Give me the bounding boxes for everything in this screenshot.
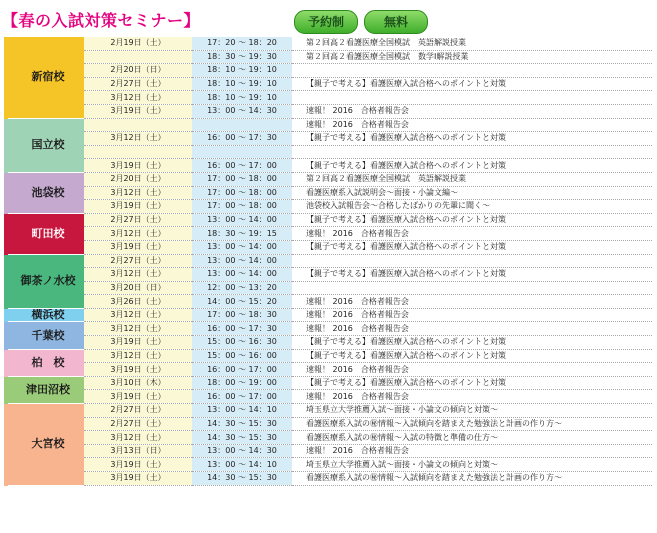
seminar-date: 3月12日（土） [84, 268, 192, 282]
seminar-date: 3月19日（土） [84, 363, 192, 377]
schedule-row [6, 349, 652, 363]
seminar-time: 13：00 ～ 14：00 [192, 268, 292, 282]
seminar-time: 17：00 ～ 18：00 [192, 172, 292, 186]
seminar-date: 3月19日（土） [84, 336, 192, 350]
seminar-date: 3月19日（土） [84, 472, 192, 486]
school-name: 新宿校 [6, 37, 84, 118]
seminar-event: 第２回高２看護医療全国模試 英語解説授業 [292, 37, 652, 50]
seminar-time: 16：00 ～ 17：00 [192, 159, 292, 173]
seminar-event: 看護医療系入試説明会～面接・小論文編～ [292, 186, 652, 200]
seminar-date: 2月19日（土） [84, 37, 192, 50]
seminar-event: 速報！ 2016 合格者報告会 [292, 118, 652, 132]
schedule-row [6, 77, 652, 91]
seminar-date: 3月26日（土） [84, 295, 192, 309]
seminar-date: 2月20日（日） [84, 64, 192, 78]
seminar-event: 看護医療系入試の㊙情報～入試傾向を踏まえた勉強法と計画の作り方～ [292, 417, 652, 431]
seminar-time: 13：00 ～ 14：00 [192, 240, 292, 254]
seminar-time: 16：00 ～ 17：30 [192, 322, 292, 336]
seminar-date [84, 118, 192, 132]
seminar-event: 速報！ 2016 合格者報告会 [292, 308, 652, 322]
school-name: 国立校 [6, 118, 84, 172]
seminar-event: 【親子で考える】看護医療入試合格へのポイントと対策 [292, 349, 652, 363]
seminar-event [292, 64, 652, 78]
seminar-date: 2月20日（土） [84, 172, 192, 186]
seminar-time: 17：00 ～ 18：00 [192, 200, 292, 214]
seminar-event: 【親子で考える】看護医療入試合格へのポイントと対策 [292, 213, 652, 227]
reservation-badge: 予約制 [294, 10, 358, 34]
seminar-time: 18：30 ～ 19：30 [192, 50, 292, 64]
seminar-event [292, 91, 652, 105]
seminar-time: 13：00 ～ 14：30 [192, 444, 292, 458]
schedule-row [6, 376, 652, 390]
seminar-time: 18：10 ～ 19：10 [192, 91, 292, 105]
seminar-event: 速報！ 2016 合格者報告会 [292, 322, 652, 336]
seminar-event: 【親子で考える】看護医療入試合格へのポイントと対策 [292, 159, 652, 173]
seminar-date: 3月10日（木） [84, 376, 192, 390]
seminar-time: 14：00 ～ 15：20 [192, 295, 292, 309]
schedule-row [6, 104, 652, 118]
schedule-row [6, 417, 652, 431]
school-name: 横浜校 [6, 308, 84, 322]
seminar-event: 速報！ 2016 合格者報告会 [292, 104, 652, 118]
schedule-row [6, 50, 652, 64]
seminar-time: 18：30 ～ 19：15 [192, 227, 292, 241]
seminar-time: 14：30 ～ 15：30 [192, 417, 292, 431]
seminar-event: 第２回高２看護医療全国模試 数学Ⅰ解説授業 [292, 50, 652, 64]
seminar-date: 3月12日（土） [84, 349, 192, 363]
seminar-date [84, 50, 192, 64]
school-name: 柏 校 [6, 349, 84, 376]
schedule-row [6, 91, 652, 105]
seminar-event: 速報！ 2016 合格者報告会 [292, 227, 652, 241]
seminar-date: 3月19日（土） [84, 200, 192, 214]
seminar-date: 2月27日（土） [84, 77, 192, 91]
seminar-event: 埼玉県立大学推薦入試～面接・小論文の傾向と対策～ [292, 404, 652, 418]
seminar-event: 速報！ 2016 合格者報告会 [292, 363, 652, 377]
schedule-row [6, 458, 652, 472]
seminar-time: 13：00 ～ 14：30 [192, 104, 292, 118]
schedule-row [6, 240, 652, 254]
schedule-row [6, 308, 652, 322]
schedule-row [6, 159, 652, 173]
schedule-row [6, 118, 652, 132]
schedule-row [6, 281, 652, 295]
seminar-time: 18：00 ～ 19：00 [192, 376, 292, 390]
seminar-time: 17：00 ～ 18：30 [192, 308, 292, 322]
seminar-date: 3月12日（土） [84, 186, 192, 200]
seminar-date: 3月19日（土） [84, 104, 192, 118]
seminar-date: 2月27日（土） [84, 213, 192, 227]
seminar-event: 速報！ 2016 合格者報告会 [292, 444, 652, 458]
seminar-time: 13：00 ～ 14：10 [192, 458, 292, 472]
seminar-time: 12：00 ～ 13：20 [192, 281, 292, 295]
schedule-row [6, 145, 652, 159]
seminar-event: 【親子で考える】看護医療入試合格へのポイントと対策 [292, 240, 652, 254]
seminar-time: 13：00 ～ 14：00 [192, 213, 292, 227]
seminar-schedule-table [4, 37, 652, 486]
seminar-event [292, 281, 652, 295]
seminar-event: 池袋校入試報告会～合格したばかりの先輩に聞く～ [292, 200, 652, 214]
seminar-date [84, 145, 192, 159]
seminar-time: 18：10 ～ 19：10 [192, 77, 292, 91]
schedule-row [6, 295, 652, 309]
seminar-date: 3月12日（土） [84, 322, 192, 336]
seminar-time: 16：00 ～ 17：00 [192, 363, 292, 377]
free-badge: 無料 [364, 10, 428, 34]
schedule-row [6, 431, 652, 445]
seminar-date: 2月27日（土） [84, 254, 192, 268]
seminar-time: 17：20 ～ 18：20 [192, 37, 292, 50]
schedule-row [6, 472, 652, 486]
seminar-time: 15：00 ～ 16：30 [192, 336, 292, 350]
seminar-event: 速報！ 2016 合格者報告会 [292, 295, 652, 309]
schedule-row [6, 404, 652, 418]
school-name: 津田沼校 [6, 376, 84, 403]
seminar-event: 【親子で考える】看護医療入試合格へのポイントと対策 [292, 77, 652, 91]
seminar-date: 3月19日（土） [84, 458, 192, 472]
seminar-time: 13：00 ～ 14：00 [192, 254, 292, 268]
schedule-row [6, 268, 652, 282]
seminar-time: 14：30 ～ 15：30 [192, 431, 292, 445]
schedule-row [6, 363, 652, 377]
schedule-row [6, 186, 652, 200]
seminar-event: 速報！ 2016 合格者報告会 [292, 390, 652, 404]
schedule-row [6, 132, 652, 146]
seminar-date: 3月12日（土） [84, 431, 192, 445]
school-name: 御茶ノ水校 [6, 254, 84, 308]
schedule-row [6, 322, 652, 336]
schedule-row [6, 444, 652, 458]
seminar-date: 3月12日（土） [84, 132, 192, 146]
seminar-time: 16：00 ～ 17：00 [192, 390, 292, 404]
schedule-row [6, 254, 652, 268]
seminar-event: 看護医療系入試の㊙情報～入試の特徴と準備の仕方～ [292, 431, 652, 445]
school-name: 町田校 [6, 213, 84, 254]
schedule-row [6, 64, 652, 78]
schedule-row [6, 37, 652, 50]
seminar-date: 3月19日（土） [84, 240, 192, 254]
seminar-event: 【親子で考える】看護医療入試合格へのポイントと対策 [292, 268, 652, 282]
school-name: 池袋校 [6, 172, 84, 213]
seminar-time: 16：00 ～ 17：30 [192, 132, 292, 146]
seminar-event: 【親子で考える】看護医療入試合格へのポイントと対策 [292, 336, 652, 350]
seminar-time: 15：00 ～ 16：00 [192, 349, 292, 363]
seminar-date: 2月27日（土） [84, 404, 192, 418]
schedule-row [6, 200, 652, 214]
seminar-date: 3月19日（土） [84, 390, 192, 404]
schedule-row [6, 227, 652, 241]
seminar-event: 【親子で考える】看護医療入試合格へのポイントと対策 [292, 376, 652, 390]
seminar-time [192, 118, 292, 132]
seminar-time [192, 145, 292, 159]
seminar-date: 3月13日（日） [84, 444, 192, 458]
seminar-date: 3月12日（土） [84, 91, 192, 105]
seminar-time: 18：10 ～ 19：10 [192, 64, 292, 78]
seminar-event: 第２回高２看護医療全国模試 英語解説授業 [292, 172, 652, 186]
seminar-date: 3月19日（土） [84, 159, 192, 173]
page-title: 【春の入試対策セミナー】 [2, 11, 201, 30]
seminar-event [292, 145, 652, 159]
seminar-time: 14：30 ～ 15：30 [192, 472, 292, 486]
seminar-event: 看護医療系入試の㊙情報～入試傾向を踏まえた勉強法と計画の作り方～ [292, 472, 652, 486]
seminar-date: 2月27日（土） [84, 417, 192, 431]
seminar-event: 【親子で考える】看護医療入試合格へのポイントと対策 [292, 132, 652, 146]
seminar-time: 17：00 ～ 18：00 [192, 186, 292, 200]
seminar-date: 3月12日（土） [84, 227, 192, 241]
schedule-row [6, 213, 652, 227]
school-name: 大宮校 [6, 404, 84, 486]
seminar-event [292, 254, 652, 268]
seminar-time: 13：00 ～ 14：10 [192, 404, 292, 418]
seminar-date: 3月20日（日） [84, 281, 192, 295]
schedule-row [6, 390, 652, 404]
seminar-event: 埼玉県立大学推薦入試～面接・小論文の傾向と対策～ [292, 458, 652, 472]
seminar-date: 3月12日（土） [84, 308, 192, 322]
schedule-row [6, 336, 652, 350]
schedule-row [6, 172, 652, 186]
school-name: 千葉校 [6, 322, 84, 349]
